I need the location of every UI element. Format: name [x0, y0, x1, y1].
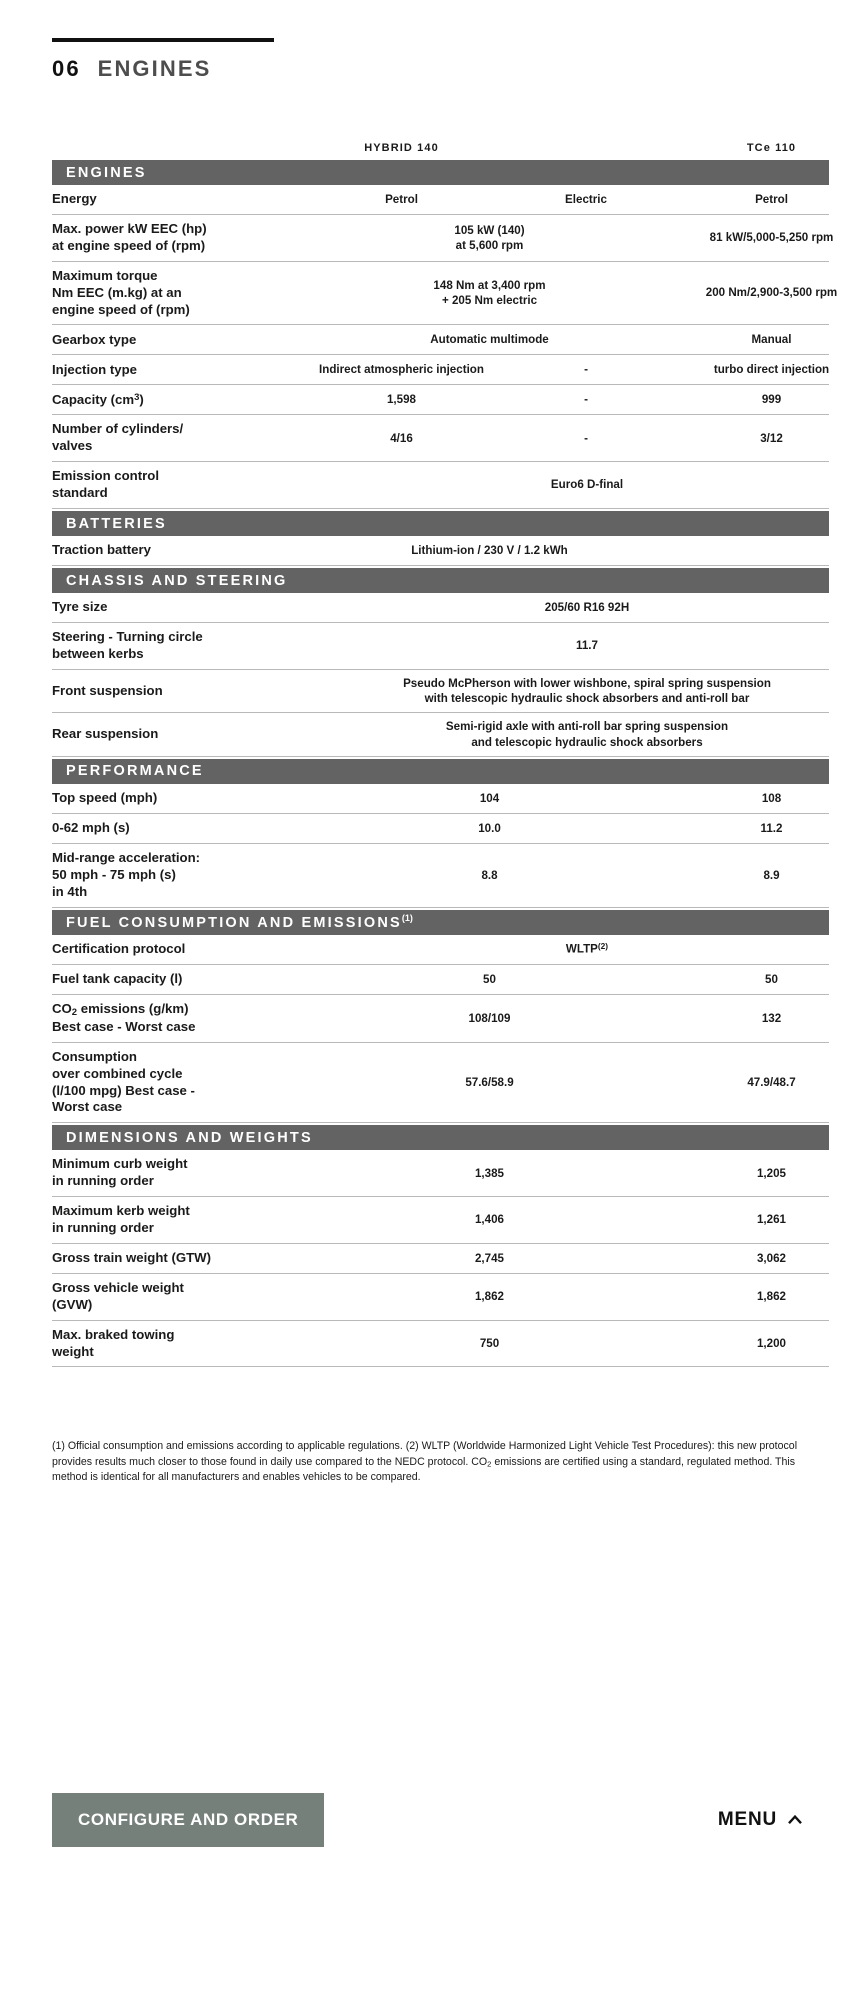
- table-row: [52, 1244, 829, 1274]
- row-value-hybrid: 104: [479, 791, 500, 805]
- row-value-hybrid-petrol: Indirect atmospheric injection: [319, 363, 484, 377]
- row-value-hybrid: 2,745: [474, 1251, 504, 1265]
- table-row: [52, 1274, 829, 1321]
- table-row: [52, 385, 829, 415]
- section-title: DIMENSIONS AND WEIGHTS: [66, 1129, 313, 1146]
- row-value-tce: Manual: [751, 333, 792, 347]
- section-header-fuel-consumption-and-emissions: [52, 910, 829, 935]
- row-value-tce: 3/12: [760, 431, 783, 445]
- row-label: Maximum kerb weight in running order: [52, 1203, 190, 1236]
- row-label: Front suspension: [52, 682, 163, 698]
- row-value-hybrid: Lithium-ion / 230 V / 1.2 kWh: [411, 543, 568, 557]
- sections-container: [52, 160, 838, 1367]
- row-value-hybrid: 1,862: [474, 1290, 504, 1304]
- row-value-hybrid-electric: Electric: [565, 192, 607, 206]
- row-label: Number of cylinders/ valves: [52, 421, 184, 454]
- table-row: [52, 536, 829, 566]
- section-title: ENGINES: [66, 164, 147, 181]
- row-value-all: 11.7: [576, 639, 598, 653]
- table-row: [52, 670, 829, 714]
- row-value-tce: 47.9/48.7: [747, 1075, 796, 1089]
- table-row: [52, 593, 829, 623]
- row-value-hybrid-petrol: 4/16: [390, 431, 413, 445]
- table-row: [52, 215, 834, 262]
- table-row: [52, 844, 829, 908]
- row-value-hybrid: 105 kW (140) at 5,600 rpm: [454, 223, 525, 252]
- table-row: [52, 784, 829, 814]
- configure-and-order-button[interactable]: CONFIGURE AND ORDER: [52, 1793, 324, 1847]
- section-header-chassis-and-steering: [52, 568, 829, 593]
- row-value-tce: 1,205: [756, 1166, 786, 1180]
- row-value-tce: Petrol: [755, 192, 788, 206]
- table-row: [52, 415, 829, 462]
- column-header-tce-110: TCe 110: [746, 142, 797, 154]
- section-title-superscript: (1): [401, 913, 413, 924]
- row-value-tce: 999: [761, 393, 782, 407]
- table-row: [52, 995, 829, 1043]
- heading-rule: [52, 38, 274, 42]
- row-value-hybrid: 1,385: [474, 1166, 504, 1180]
- row-value-tce: 11.2: [760, 821, 783, 835]
- row-label: Injection type: [52, 361, 137, 377]
- table-row: [52, 965, 829, 995]
- row-value-hybrid: Automatic multimode: [430, 333, 549, 347]
- table-row: [52, 814, 829, 844]
- row-value-hybrid: 1,406: [474, 1213, 504, 1227]
- section-header-dimensions-and-weights: [52, 1125, 829, 1150]
- row-label: $CO_2$ emissions (g/km) Best case - Worst case: [52, 1000, 196, 1034]
- page-heading: [0, 0, 857, 82]
- row-label: Top speed (mph): [52, 790, 158, 806]
- table-row: [52, 355, 829, 385]
- row-label: 0-62 mph (s): [52, 820, 130, 836]
- row-value-all: Euro6 D-final: [550, 478, 624, 492]
- row-value-tce: 3,062: [756, 1251, 786, 1265]
- table-row: [52, 1197, 829, 1244]
- menu-label: MENU: [717, 1809, 777, 1830]
- row-label: Maximum torque Nm EEC (m.kg) at an engine speed of (rpm): [52, 267, 190, 317]
- chevron-up-icon: [787, 1812, 803, 1828]
- row-value-hybrid-petrol: Petrol: [385, 192, 418, 206]
- row-value-hybrid-electric: -: [584, 431, 588, 445]
- row-value-tce: 81 kW/5,000-5,250 rpm: [709, 231, 834, 245]
- row-value-hybrid: 108/109: [468, 1011, 511, 1025]
- specification-table: [0, 132, 857, 1367]
- column-header-hybrid-140: HYBRID 140: [364, 142, 439, 154]
- row-value-all: WLTP$^{(2)}$: [565, 941, 609, 956]
- row-value-all: Pseudo McPherson with lower wishbone, spiral spring suspension with telescopic hydraulic shock absorbers and anti-roll bar: [403, 676, 771, 706]
- row-value-tce: 1,200: [756, 1336, 786, 1350]
- row-value-tce: 132: [761, 1011, 782, 1025]
- row-value-tce: 1,862: [756, 1290, 786, 1304]
- row-value-hybrid-electric: -: [584, 363, 588, 377]
- heading-line: [52, 56, 857, 82]
- row-label: Fuel tank capacity (l): [52, 970, 183, 986]
- row-label: Minimum curb weight in running order: [52, 1156, 188, 1189]
- row-value-tce: turbo direct injection: [713, 363, 830, 377]
- table-row: [52, 462, 829, 509]
- table-row: [52, 1043, 829, 1124]
- section-title: PERFORMANCE: [66, 763, 204, 780]
- row-label: Gross train weight (GTW): [52, 1249, 211, 1265]
- row-value-all: Semi-rigid axle with anti-roll bar spring suspension and telescopic hydraulic shock absorbers: [445, 720, 729, 749]
- row-value-hybrid: 10.0: [478, 821, 501, 835]
- row-value-hybrid-electric: -: [584, 393, 588, 407]
- row-label: Mid-range acceleration: 50 mph - 75 mph (s) in 4th: [52, 849, 201, 899]
- section-header-engines: [52, 160, 829, 185]
- section-title: CHASSIS AND STEERING: [66, 572, 288, 589]
- footnote-text: (1) Official consumption and emissions according to applicable regulations. (2) WLTP (Worldwide Harmonized Light Vehicle Test Procedures): this new protocol provides results much closer to those found in daily use compared to the NEDC protocol. $CO_2$ emissions are certified using a standard, regulated method. This method is identical for all manufacturers and enables vehicles to be compared.: [52, 1440, 798, 1483]
- row-value-hybrid: 148 Nm at 3,400 rpm + 205 Nm electric: [433, 278, 546, 308]
- table-row: [52, 935, 829, 965]
- row-value-tce: 200 Nm/2,900-3,500 rpm: [705, 286, 838, 300]
- row-value-hybrid-petrol: 1,598: [386, 393, 416, 407]
- row-value-hybrid: 750: [479, 1336, 500, 1350]
- table-row: [52, 623, 829, 670]
- section-header-performance: [52, 759, 829, 784]
- row-value-all: 205/60 R16 92H: [544, 600, 630, 614]
- page-footer: [0, 1793, 857, 1847]
- row-value-tce: 50: [765, 972, 778, 986]
- row-label: Certification protocol: [52, 940, 186, 956]
- page-title: ENGINES: [97, 56, 212, 81]
- table-row: [52, 185, 829, 215]
- row-label: Traction battery: [52, 542, 151, 558]
- row-label: Consumption over combined cycle (l/100 mpg) Best case - Worst case: [52, 1048, 195, 1115]
- row-label: Gearbox type: [52, 331, 137, 347]
- row-label: Tyre size: [52, 599, 108, 615]
- row-value-hybrid: 8.8: [481, 868, 498, 882]
- menu-toggle[interactable]: [718, 1809, 803, 1831]
- table-row: [52, 1321, 829, 1368]
- row-label: Max. braked towing weight: [52, 1326, 175, 1359]
- row-label: Rear suspension: [52, 726, 159, 742]
- table-row: [52, 262, 838, 326]
- row-label: Energy: [52, 191, 97, 207]
- row-value-tce: 108: [761, 791, 782, 805]
- row-label: Capacity $(cm^3)$: [52, 391, 144, 407]
- row-label: Gross vehicle weight (GVW): [52, 1279, 184, 1312]
- section-title: BATTERIES: [66, 515, 167, 532]
- column-headers: [52, 132, 829, 158]
- section-title: FUEL CONSUMPTION AND EMISSIONS$^{(1)}$: [66, 913, 413, 932]
- row-label: Emission control standard: [52, 468, 159, 501]
- table-row: [52, 713, 829, 757]
- row-value-tce: 8.9: [763, 868, 780, 882]
- row-value-hybrid: 57.6/58.9: [465, 1075, 514, 1089]
- table-row: [52, 325, 829, 355]
- row-value-tce: 1,261: [756, 1213, 786, 1227]
- row-label: Steering - Turning circle between kerbs: [52, 629, 203, 661]
- section-header-batteries: [52, 511, 829, 536]
- table-row: [52, 1150, 829, 1197]
- row-value-hybrid: 50: [483, 972, 496, 986]
- section-number: 06: [52, 56, 81, 81]
- row-label: Max. power kW EEC (hp) at engine speed of (rpm): [52, 221, 207, 253]
